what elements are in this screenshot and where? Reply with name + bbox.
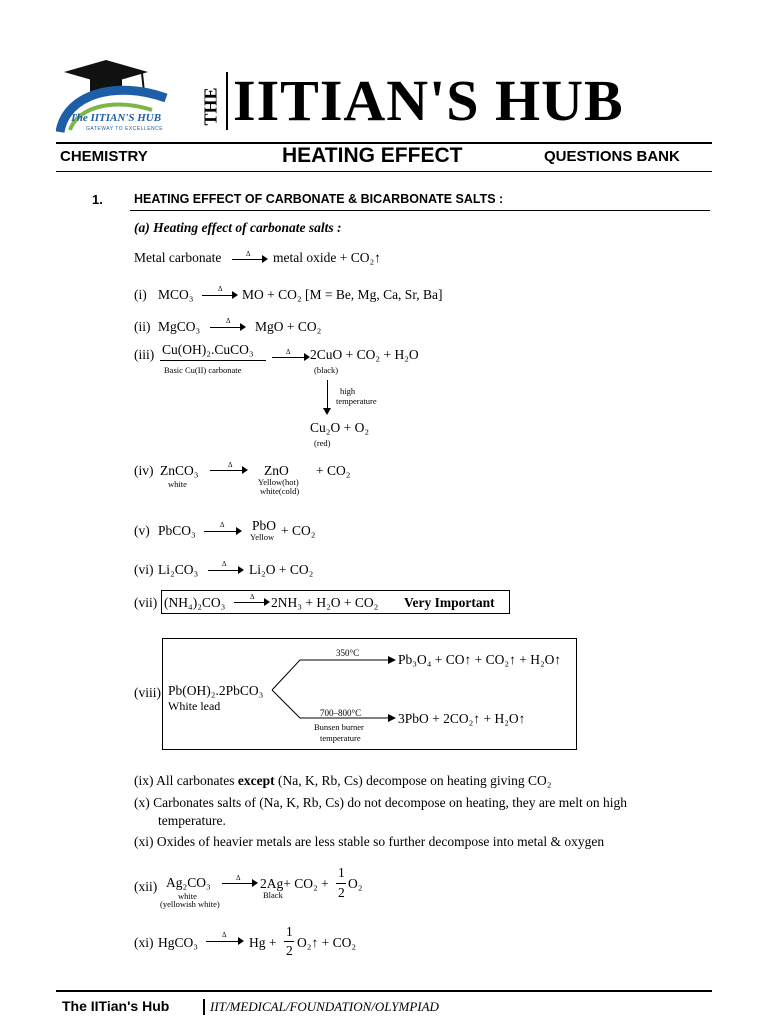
r3-left: Cu(OH)₂.CuCO₃ xyxy=(162,342,254,357)
r12-left-note-2: (yellowish white) xyxy=(160,899,220,909)
r3-right: 2CuO + CO₂ + H₂O xyxy=(310,347,419,362)
reaction-arrow xyxy=(272,352,310,362)
general-right: metal oxide + CO₂↑ xyxy=(273,250,381,265)
r7-left: (NH₄)₂CO₃ xyxy=(164,595,226,610)
delta-symbol: Δ xyxy=(246,250,251,258)
logo xyxy=(56,58,196,140)
r12-frac-den: 2 xyxy=(338,885,345,900)
r12-right: 2Ag+ CO₂ + xyxy=(260,876,329,891)
r8-upper-temp: 350°C xyxy=(336,648,360,658)
r3-right-note: (black) xyxy=(314,365,339,375)
r12-left: Ag₂CO₃ xyxy=(166,875,211,890)
r8-left: Pb(OH)₂.2PbCO₃ xyxy=(168,683,264,698)
fact-xi: (xi) Oxides of heavier metals are less stable so further decompose into metal & oxygen xyxy=(134,834,605,849)
delta-symbol: Δ xyxy=(220,521,225,529)
delta-symbol: Δ xyxy=(236,874,241,882)
footer-divider xyxy=(203,999,205,1015)
reaction-arrow xyxy=(210,322,246,332)
r12-label: (xii) xyxy=(134,879,158,894)
r4-right: + CO₂ xyxy=(316,463,351,478)
r5-right: + CO₂ xyxy=(281,523,316,538)
footer-rule xyxy=(56,990,712,992)
r8-upper-product: Pb₃O₄ + CO↑ + CO₂↑ + H₂O↑ xyxy=(398,652,562,667)
r1-label: (i) xyxy=(134,287,147,302)
r7-right: 2NH₃ + H₂O + CO₂ xyxy=(271,595,379,610)
delta-symbol: Δ xyxy=(226,317,231,325)
reaction-arrow xyxy=(222,878,258,888)
subsection-title: (a) Heating effect of carbonate salts : xyxy=(134,220,342,235)
section-rule xyxy=(130,210,710,211)
r8-lower-product: 3PbO + 2CO₂↑ + H₂O↑ xyxy=(398,711,526,726)
general-left: Metal carbonate xyxy=(134,250,222,265)
r3-down-arrow-shaft xyxy=(327,380,328,410)
r8-label: (viii) xyxy=(134,685,161,700)
section-number: 1. xyxy=(92,192,103,207)
delta-symbol: Δ xyxy=(222,560,227,568)
r13-tail: O₂↑ + CO₂ xyxy=(297,935,357,950)
r3-down-note-1: high xyxy=(340,386,356,396)
r3-product-note: (red) xyxy=(314,438,331,448)
brand-the: THE xyxy=(200,87,221,126)
r13-frac-den: 2 xyxy=(286,943,293,958)
delta-symbol: Δ xyxy=(222,931,227,939)
r3-underline xyxy=(160,360,266,361)
r12-frac-num: 1 xyxy=(338,865,345,880)
r1-left: MCO₃ xyxy=(158,287,194,302)
r8-lower-note-1: Bunsen burner xyxy=(314,722,364,732)
fact-ix: (ix) All carbonates except (Na, K, Rb, Cs) decompose on heating giving CO₂ xyxy=(134,773,552,788)
delta-symbol: Δ xyxy=(228,461,233,469)
delta-symbol: Δ xyxy=(286,348,291,356)
r3-left-note: Basic Cu(II) carbonate xyxy=(164,365,242,375)
r4-left: ZnCO₃ xyxy=(160,463,199,478)
branch-arrows xyxy=(270,652,410,732)
brand-divider xyxy=(226,72,228,130)
r3-label: (iii) xyxy=(134,347,155,362)
r2-right: MgO + CO₂ xyxy=(255,319,322,334)
r3-down-arrow-head xyxy=(323,408,331,415)
r4-left-note: white xyxy=(168,479,187,489)
r5-mid-note: Yellow xyxy=(250,532,275,542)
r5-label: (v) xyxy=(134,523,150,538)
subject-label: CHEMISTRY xyxy=(60,148,148,165)
reaction-arrow xyxy=(234,597,270,607)
r6-right: Li₂O + CO₂ xyxy=(249,562,314,577)
r12-right-note: Black xyxy=(263,890,283,900)
r13-left: HgCO₃ xyxy=(158,935,198,950)
r12-tail: O₂ xyxy=(348,876,363,891)
reaction-arrow xyxy=(208,565,244,575)
r13-label: (xi) xyxy=(134,935,154,950)
delta-symbol: Δ xyxy=(218,285,223,293)
r6-label: (vi) xyxy=(134,562,154,577)
fact-x-line-2: temperature. xyxy=(158,813,226,828)
r2-left: MgCO₃ xyxy=(158,319,201,334)
reaction-arrow xyxy=(210,465,248,475)
r5-left: PbCO₃ xyxy=(158,523,196,538)
logo-tagline: GATEWAY TO EXCELLENCE xyxy=(86,126,164,132)
r3-product: Cu₂O + O₂ xyxy=(310,420,370,435)
r4-mid-note-2: white(cold) xyxy=(260,486,300,496)
r7-label: (vii) xyxy=(134,595,158,610)
r2-label: (ii) xyxy=(134,319,151,334)
r3-down-note-2: temperature xyxy=(336,396,377,406)
fact-x-line-1: (x) Carbonates salts of (Na, K, Rb, Cs) do not decompose on heating, they are melt on high xyxy=(134,795,628,810)
r12-left-note-1: white xyxy=(178,891,197,901)
r8-left-note: White lead xyxy=(168,699,221,713)
footer-tagline: IIT/MEDICAL/FOUNDATION/OLYMPIAD xyxy=(210,999,439,1014)
r7-note: Very Important xyxy=(404,595,495,610)
reaction-arrow xyxy=(204,526,242,536)
reaction-arrow xyxy=(206,936,244,946)
brand-title: IITIAN'S HUB xyxy=(233,68,624,133)
r13-frac-num: 1 xyxy=(286,924,293,939)
r6-left: Li₂CO₃ xyxy=(158,562,199,577)
r5-mid: PbO xyxy=(252,518,277,533)
r13-right: Hg + xyxy=(249,935,277,950)
r8-lower-temp: 700–800°C xyxy=(320,708,362,718)
section-title: HEATING EFFECT OF CARBONATE & BICARBONATE SALTS : xyxy=(134,192,504,206)
reaction-arrow xyxy=(202,290,238,300)
r4-label: (iv) xyxy=(134,463,154,478)
r4-mid: ZnO xyxy=(264,463,289,478)
r8-lower-note-2: temperature xyxy=(320,733,361,743)
footer-brand: The IITian's Hub xyxy=(62,998,170,1014)
bank-label: QUESTIONS BANK xyxy=(544,148,680,165)
topic-title: HEATING EFFECT xyxy=(282,144,463,167)
header-rule-bottom xyxy=(56,171,712,172)
delta-symbol: Δ xyxy=(250,593,255,601)
r4-mid-note-1: Yellow(hot) xyxy=(258,477,299,487)
reaction-arrow xyxy=(232,254,268,264)
logo-text: The IITIAN'S HUB xyxy=(70,112,162,124)
r1-right: MO + CO₂ [M = Be, Mg, Ca, Sr, Ba] xyxy=(242,287,443,302)
